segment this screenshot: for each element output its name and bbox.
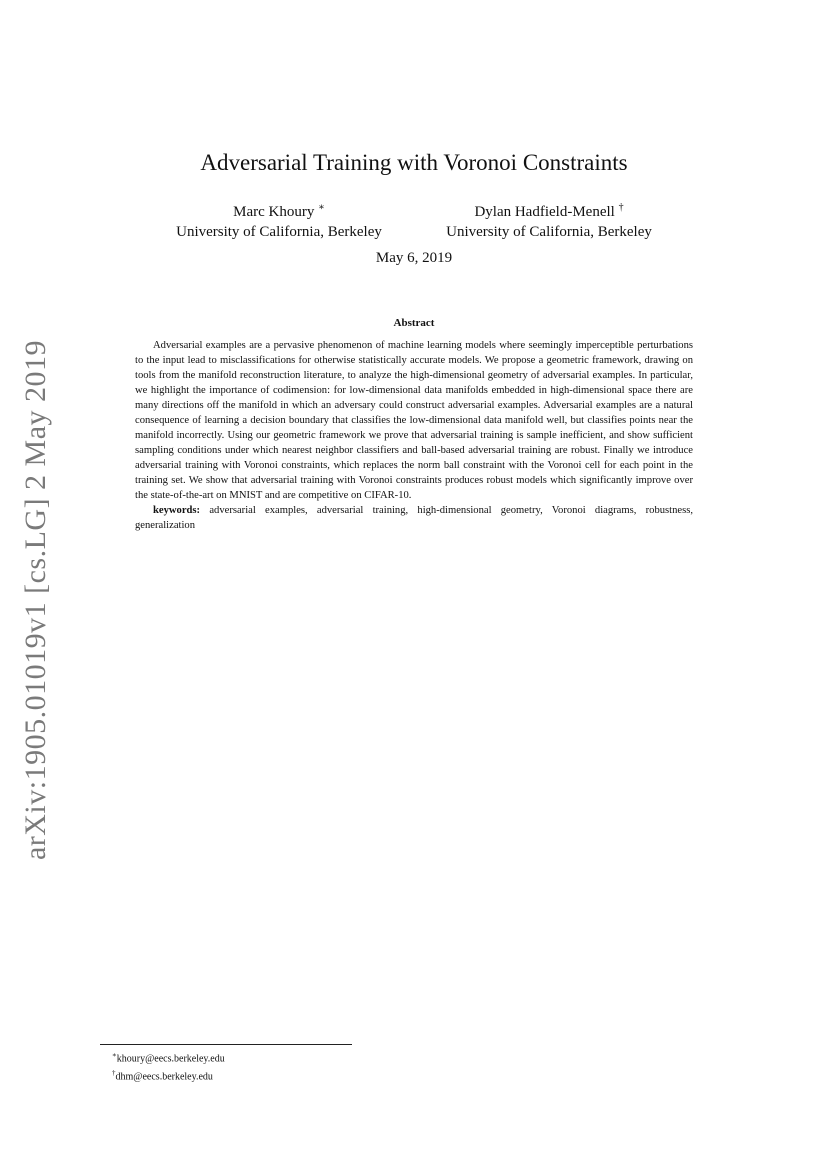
keywords-paragraph <box>135 503 693 533</box>
footnote-email: dhm@eecs.berkeley.edu <box>115 1071 213 1083</box>
footnote-item <box>112 1066 225 1084</box>
author-name: Dylan Hadfield-Menell <box>474 204 615 220</box>
footnote-mark: † <box>112 1069 116 1078</box>
abstract-heading: Abstract <box>393 317 435 329</box>
author-name-line <box>160 198 398 222</box>
author-affiliation: University of California, Berkeley <box>176 224 382 240</box>
footnote-divider <box>100 1044 352 1045</box>
footnote-email: khoury@eecs.berkeley.edu <box>116 1053 225 1065</box>
abstract-text: Adversarial examples are a pervasive phenomenon of machine learning models where seemingly imperceptible perturbations to the input lead to misclassifications for otherwise statistically accurate models. We propose a geometric framework, drawing on tools from the manifold reconstruction literature, to analyze the high-dimensional geometry of adversarial examples. In particular, we highlight the importance of codimension: for low-dimensional data manifolds embedded in high-dimensional space there are many directions off the manifold in which an adversary could construct adversarial examples. Adversarial examples are a natural consequence of learning a decision boundary that classifies the low-dimensional data manifold well, but classifies points near the manifold incorrectly. Using our geometric framework we prove that adversarial training is sample inefficient, and show sufficient sampling conditions under which nearest neighbor classifiers and ball-based adversarial training are robust. Finally we introduce adversarial training with Voronoi constraints, which replaces the norm ball constraint with the Voronoi cell for each point in the training set. We show that adversarial training with Voronoi constraints produces robust models which significantly improve over the state-of-the-art on MNIST and are competitive on CIFAR-10. <box>135 340 693 501</box>
author-footnote-mark: ∗ <box>318 202 325 213</box>
paper-date: May 6, 2019 <box>375 250 453 266</box>
author-footnote-mark: † <box>618 202 624 213</box>
author-block-hadfield-menell <box>430 198 668 242</box>
abstract-section <box>135 338 693 533</box>
footnote-item <box>112 1048 225 1066</box>
footnotes <box>112 1048 225 1085</box>
author-block-khoury <box>160 198 398 242</box>
keywords-label: keywords: <box>153 505 201 516</box>
arxiv-identifier-stamp: arXiv:1905.01019v1 [cs.LG] 2 May 2019 <box>19 339 52 861</box>
author-name-line <box>430 198 668 222</box>
footnote-mark: ∗ <box>112 1051 117 1059</box>
author-affiliation: University of California, Berkeley <box>446 224 652 240</box>
paper-title: Adversarial Training with Voronoi Constraints <box>200 150 628 175</box>
author-name: Marc Khoury <box>233 204 315 220</box>
keywords-list: adversarial examples, adversarial training, high-dimensional geometry, Voronoi diagrams, robustness, generalization <box>135 505 693 531</box>
